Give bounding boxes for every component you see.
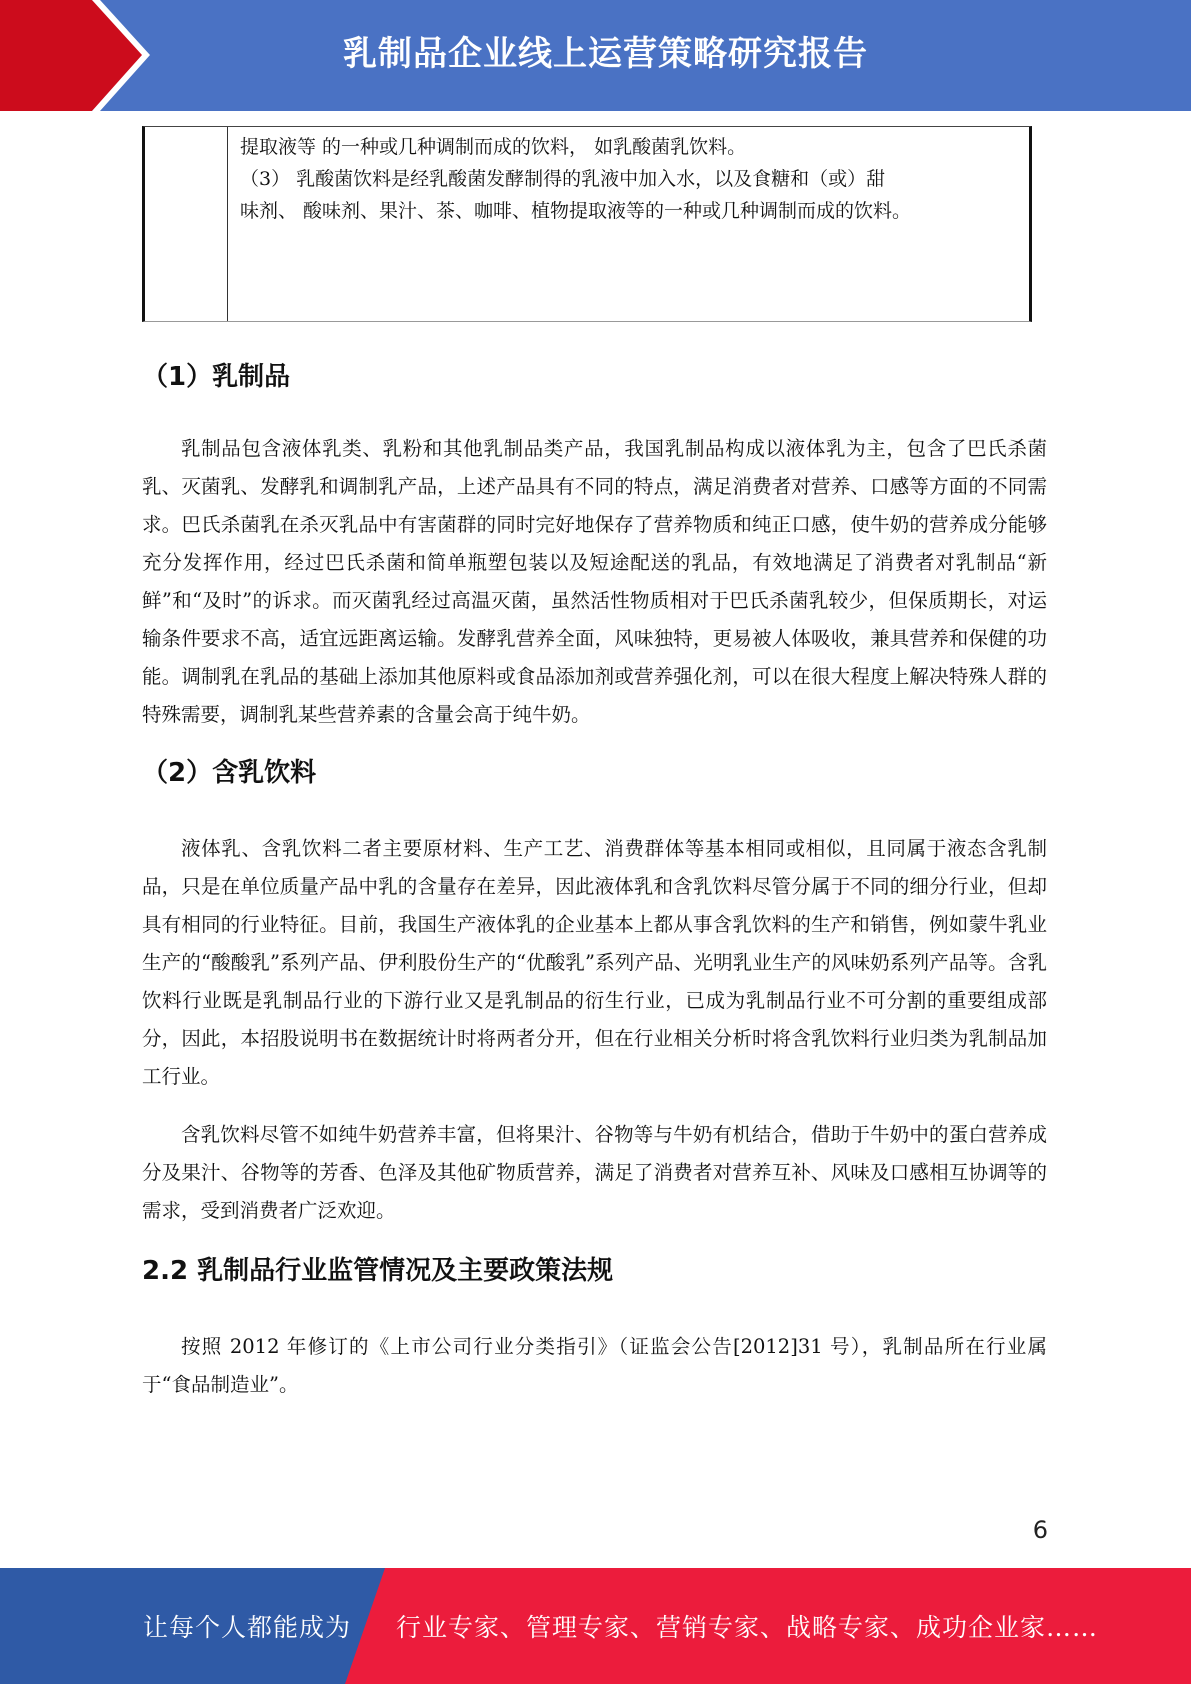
report-title: 乳制品企业线上运营策略研究报告 xyxy=(343,34,868,74)
main-content xyxy=(142,350,1047,1404)
paragraph: 液体乳、含乳饮料二者主要原材料、生产工艺、消费群体等基本相同或相似，且同属于液态含乳制品，只是在单位质量产品中乳的含量存在差异，因此液体乳和含乳饮料尽管分属于不同的细分行业，但却具有相同的行业特征。目前，我国生产液体乳的企业基本上都从事含乳饮料的生产和销售，例如蒙牛乳业生产的“酸酸乳”系列产品、伊利股份生产的“优酸乳”系列产品、光明乳业生产的风味奶系列产品等。含乳饮料行业既是乳制品行业的下游行业又是乳制品的衍生行业，已成为乳制品行业不可分割的重要组成部分，因此，本招股说明书在数据统计时将两者分开，但在行业相关分析时将含乳饮料行业归类为乳制品加工行业。 xyxy=(142,837,1047,1088)
page-header xyxy=(0,0,1191,111)
table-column-divider xyxy=(227,127,228,321)
table-line: 味剂、 酸味剂、果汁、茶、咖啡、植物提取液等的一种或几种调制而成的饮料。 xyxy=(240,200,912,222)
table-line: （3） 乳酸菌饮料是经乳酸菌发酵制得的乳液中加入水，以及食糖和（或）甜 xyxy=(240,168,886,190)
table-cell-text xyxy=(240,131,1020,227)
section-heading-dairy-products: （1）乳制品 xyxy=(142,362,291,392)
table-line: 提取液等 的一种或几种调制而成的饮料， 如乳酸菌乳饮料。 xyxy=(240,136,747,158)
page-footer xyxy=(0,1568,1191,1684)
footer-slogan-left: 让每个人都能成为 xyxy=(143,1613,352,1642)
paragraph: 含乳饮料尽管不如纯牛奶营养丰富，但将果汁、谷物等与牛奶有机结合，借助于牛奶中的蛋白营养成分及果汁、谷物等的芳香、色泽及其他矿物质营养，满足了消费者对营养互补、风味及口感相互协调等的需求，受到消费者广泛欢迎。 xyxy=(142,1123,1047,1222)
section-heading-milk-beverages: （2）含乳饮料 xyxy=(142,758,317,788)
footer-slogan-right: 行业专家、管理专家、营销专家、战略专家、成功企业家…… xyxy=(396,1613,1099,1642)
section-heading-regulation: 2.2 乳制品行业监管情况及主要政策法规 xyxy=(142,1256,614,1286)
definition-table xyxy=(142,126,1032,322)
page-number: 6 xyxy=(1032,1516,1048,1544)
paragraph: 按照 2012 年修订的《上市公司行业分类指引》（证监会公告[2012]31 号），乳制品所在行业属于“食品制造业”。 xyxy=(142,1335,1047,1396)
paragraph: 乳制品包含液体乳类、乳粉和其他乳制品类产品，我国乳制品构成以液体乳为主，包含了巴氏杀菌乳、灭菌乳、发酵乳和调制乳产品，上述产品具有不同的特点，满足消费者对营养、口感等方面的不同需求。巴氏杀菌乳在杀灭乳品中有害菌群的同时完好地保存了营养物质和纯正口感，使牛奶的营养成分能够充分发挥作用，经过巴氏杀菌和简单瓶塑包装以及短途配送的乳品，有效地满足了消费者对乳制品“新鲜”和“及时”的诉求。而灭菌乳经过高温灭菌，虽然活性物质相对于巴氏杀菌乳较少，但保质期长，对运输条件要求不高，适宜远距离运输。发酵乳营养全面，风味独特，更易被人体吸收，兼具营养和保健的功能。调制乳在乳品的基础上添加其他原料或食品添加剂或营养强化剂，可以在很大程度上解决特殊人群的特殊需要，调制乳某些营养素的含量会高于纯牛奶。 xyxy=(142,437,1047,726)
